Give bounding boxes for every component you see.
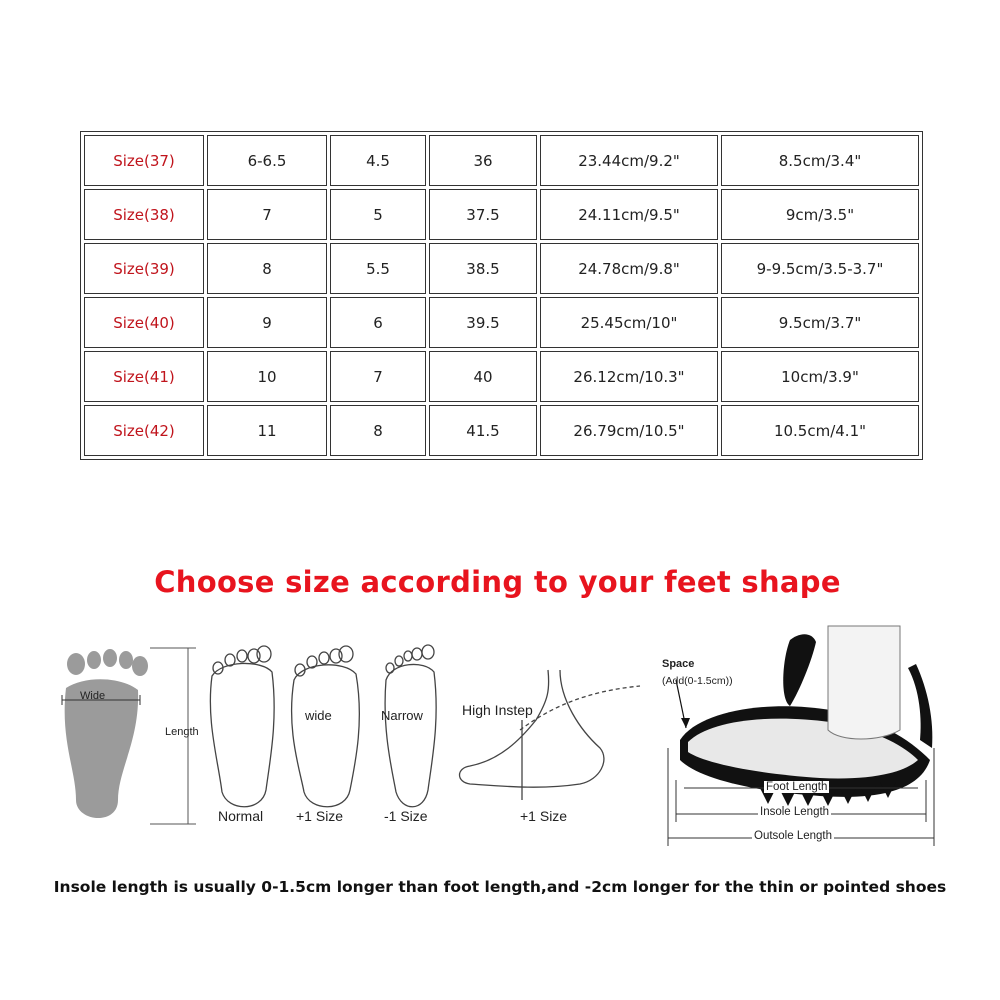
space-note: (Add(0-1.5cm)) bbox=[662, 675, 733, 687]
foot-length-label: Foot Length bbox=[766, 781, 828, 793]
table-cell: 7 bbox=[330, 351, 426, 402]
table-cell: 36 bbox=[429, 135, 537, 186]
table-cell: 25.45cm/10" bbox=[540, 297, 718, 348]
normal-label: Normal bbox=[218, 808, 264, 824]
table-cell: 10cm/3.9" bbox=[721, 351, 919, 402]
narrow-size-label: -1 Size bbox=[384, 808, 428, 824]
size-label-cell: Size(38) bbox=[84, 189, 204, 240]
table-cell: 23.44cm/9.2" bbox=[540, 135, 718, 186]
table-cell: 10 bbox=[207, 351, 327, 402]
table-cell: 38.5 bbox=[429, 243, 537, 294]
table-cell: 6-6.5 bbox=[207, 135, 327, 186]
outsole-length-label: Outsole Length bbox=[754, 830, 833, 842]
size-label-cell: Size(37) bbox=[84, 135, 204, 186]
table-cell: 6 bbox=[330, 297, 426, 348]
table-cell: 37.5 bbox=[429, 189, 537, 240]
space-label: Space bbox=[662, 658, 695, 670]
table-cell: 41.5 bbox=[429, 405, 537, 456]
insole-length-label: Insole Length bbox=[760, 806, 830, 818]
footer-note: Insole length is usually 0-1.5cm longer than foot length,and -2cm longer for the thin or pointed shoes bbox=[53, 878, 947, 896]
wide-size-label: +1 Size bbox=[296, 808, 344, 824]
wide-foot-icon bbox=[292, 646, 360, 807]
narrow-arrow-label: Narrow bbox=[381, 708, 423, 723]
table-cell: 40 bbox=[429, 351, 537, 402]
table-cell: 24.11cm/9.5" bbox=[540, 189, 718, 240]
table-cell: 26.79cm/10.5" bbox=[540, 405, 718, 456]
shoe-cross-section-icon bbox=[676, 626, 932, 806]
table-cell: 9-9.5cm/3.5-3.7" bbox=[721, 243, 919, 294]
table-cell: 9 bbox=[207, 297, 327, 348]
table-cell: 4.5 bbox=[330, 135, 426, 186]
size-label-cell: Size(39) bbox=[84, 243, 204, 294]
table-cell: 26.12cm/10.3" bbox=[540, 351, 718, 402]
table-cell: 10.5cm/4.1" bbox=[721, 405, 919, 456]
size-label-cell: Size(41) bbox=[84, 351, 204, 402]
table-cell: 5.5 bbox=[330, 243, 426, 294]
narrow-foot-icon bbox=[385, 645, 436, 807]
table-cell: 24.78cm/9.8" bbox=[540, 243, 718, 294]
table-cell: 11 bbox=[207, 405, 327, 456]
size-label-cell: Size(42) bbox=[84, 405, 204, 456]
high-instep-label: High Instep bbox=[462, 702, 533, 718]
high-instep-foot-icon bbox=[460, 670, 641, 800]
table-cell: 8 bbox=[207, 243, 327, 294]
table-cell: 9cm/3.5" bbox=[721, 189, 919, 240]
wide-arrow-label: wide bbox=[305, 708, 332, 723]
table-cell: 8.5cm/3.4" bbox=[721, 135, 919, 186]
table-cell: 7 bbox=[207, 189, 327, 240]
headline: Choose size according to your feet shape bbox=[154, 565, 841, 599]
table-cell: 39.5 bbox=[429, 297, 537, 348]
wide-label: Wide bbox=[80, 690, 106, 702]
table-cell: 5 bbox=[330, 189, 426, 240]
table-cell: 8 bbox=[330, 405, 426, 456]
table-cell: 9.5cm/3.7" bbox=[721, 297, 919, 348]
foot-silhouette-icon bbox=[65, 649, 148, 818]
high-instep-size-label: +1 Size bbox=[520, 808, 568, 824]
normal-foot-icon bbox=[210, 646, 274, 807]
size-label-cell: Size(40) bbox=[84, 297, 204, 348]
length-label: Length bbox=[165, 726, 199, 738]
